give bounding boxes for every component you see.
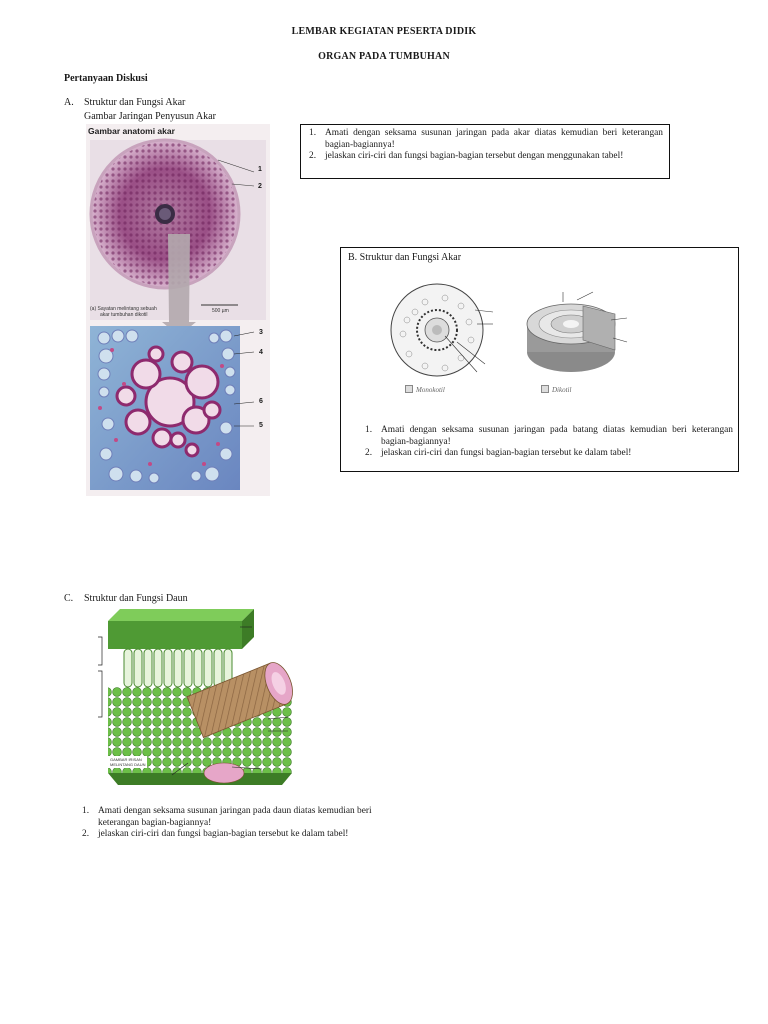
document-title: LEMBAR KEGIATAN PESERTA DIDIK bbox=[291, 26, 477, 37]
list-item bbox=[82, 829, 382, 841]
section-b-question-block bbox=[365, 425, 733, 460]
list-item bbox=[82, 806, 382, 829]
question-number: 2. bbox=[309, 151, 317, 161]
root-label-3: 3 bbox=[259, 329, 263, 336]
root-label-2: 2 bbox=[258, 183, 262, 190]
root-anatomy-figure bbox=[86, 124, 270, 496]
section-a-question-list bbox=[309, 128, 663, 163]
question-number: 2. bbox=[365, 448, 373, 458]
dicot-caption bbox=[541, 386, 571, 394]
question-number: 1. bbox=[309, 128, 317, 138]
question-text: jelaskan ciri-ciri dan fungsi bagian-bagian tersebut dengan menggunakan tabel! bbox=[325, 151, 624, 161]
question-text: jelaskan ciri-ciri dan fungsi bagian-bagian tersebut ke dalam tabel! bbox=[98, 829, 349, 839]
dicot-caption-text: Dikotil bbox=[552, 386, 572, 394]
section-a-subtitle: Gambar Jaringan Penyusun Akar bbox=[84, 111, 216, 122]
discussion-heading: Pertanyaan Diskusi bbox=[64, 73, 148, 84]
list-item bbox=[365, 448, 733, 460]
leaf-figure-caption bbox=[108, 756, 147, 768]
root-scale-label: 500 µm bbox=[212, 308, 229, 314]
leaf-caption-line-2: MELINTANG DAUN bbox=[110, 762, 146, 767]
monocot-caption-text: Monokotil bbox=[416, 386, 445, 394]
question-text: jelaskan ciri-ciri dan fungsi bagian-bagian tersebut ke dalam tabel! bbox=[381, 448, 632, 458]
root-caption-line-1: Sayatan melintang sebuah bbox=[97, 306, 157, 312]
root-label-1: 1 bbox=[258, 166, 262, 173]
section-b-box bbox=[340, 247, 739, 472]
root-label-5: 5 bbox=[259, 422, 263, 429]
question-number: 1. bbox=[82, 806, 90, 816]
list-item bbox=[365, 425, 733, 448]
checkbox-icon bbox=[405, 385, 413, 393]
monocot-stem-figure bbox=[385, 282, 505, 402]
section-c-title: Struktur dan Fungsi Daun bbox=[84, 593, 188, 604]
question-text: Amati dengan seksama susunan jaringan pada akar diatas kemudian beri keterangan bagian-bagiannya! bbox=[325, 128, 663, 150]
root-caption-line-2: akar tumbuhan dikotil bbox=[100, 312, 148, 318]
question-number: 2. bbox=[82, 829, 90, 839]
root-label-4: 4 bbox=[259, 349, 263, 356]
document-subtitle: ORGAN PADA TUMBUHAN bbox=[318, 51, 450, 62]
section-b-question-list bbox=[365, 425, 733, 460]
question-text: Amati dengan seksama susunan jaringan pada daun diatas kemudian beri keterangan bagian-bagiannya! bbox=[98, 806, 372, 828]
checkbox-icon bbox=[541, 385, 549, 393]
dicot-stem-figure bbox=[523, 290, 633, 380]
section-c-question-list bbox=[82, 806, 382, 841]
root-figure-caption bbox=[90, 306, 157, 318]
section-a-title: Struktur dan Fungsi Akar bbox=[84, 97, 186, 108]
section-b-title: B. Struktur dan Fungsi Akar bbox=[348, 252, 462, 263]
list-item bbox=[309, 151, 663, 163]
section-a-questions-box bbox=[300, 124, 670, 179]
question-text: Amati dengan seksama susunan jaringan pada batang diatas kemudian beri keterangan bagian-bagiannya! bbox=[381, 425, 733, 447]
root-label-6: 6 bbox=[259, 398, 263, 405]
root-caption-letter: (a) bbox=[90, 306, 97, 312]
list-item bbox=[309, 128, 663, 151]
root-figure-title: Gambar anatomi akar bbox=[88, 126, 175, 136]
section-a-marker: A. bbox=[64, 97, 74, 108]
section-c-marker: C. bbox=[64, 593, 74, 604]
section-c-question-block bbox=[82, 806, 382, 841]
leaf-caption-line-1: GAMBAR IRISAN bbox=[110, 757, 142, 762]
leaf-cross-section-figure bbox=[92, 607, 304, 797]
question-number: 1. bbox=[365, 425, 373, 435]
monocot-caption bbox=[405, 386, 445, 394]
